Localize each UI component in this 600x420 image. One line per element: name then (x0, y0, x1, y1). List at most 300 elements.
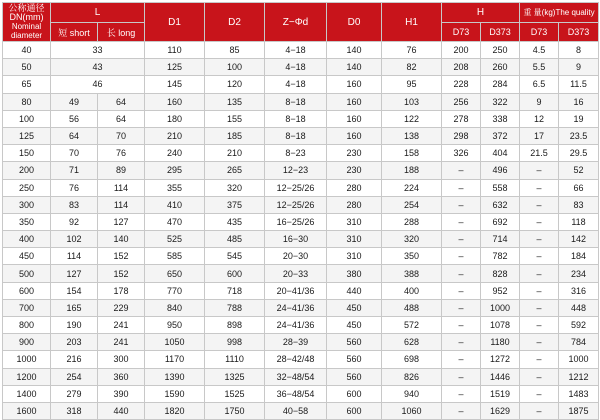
cell-D2: 155 (205, 110, 265, 127)
cell-Z: 32−48/54 (265, 368, 327, 385)
cell-D2: 120 (205, 76, 265, 93)
cell-D1: 840 (145, 299, 205, 316)
cell-D2: 375 (205, 196, 265, 213)
cell-D0: 450 (327, 299, 382, 316)
cell-W-D373: 83 (559, 196, 599, 213)
cell-L-short: 114 (51, 248, 98, 265)
cell-L-short: 76 (51, 179, 98, 196)
cell-L-short: 56 (51, 110, 98, 127)
cell-H1: 103 (382, 93, 442, 110)
cell-H-D73: – (442, 317, 481, 334)
cell-D0: 560 (327, 334, 382, 351)
cell-L-long: 64 (98, 93, 145, 110)
cell-L: 33 (51, 42, 145, 59)
cell-H-D373: 284 (481, 76, 520, 93)
cell-H-D73: – (442, 402, 481, 419)
cell-D2: 1325 (205, 368, 265, 385)
cell-H1: 122 (382, 110, 442, 127)
cell-Z: 12−25/26 (265, 196, 327, 213)
cell-W-D73: 17 (520, 127, 559, 144)
cell-Z: 4−18 (265, 59, 327, 76)
header-dn-zh: 公称通径 (8, 3, 45, 13)
table-row (3, 368, 599, 385)
cell-W-D373: 1483 (559, 385, 599, 402)
cell-Z: 20−30 (265, 248, 327, 265)
cell-L-short: 318 (51, 402, 98, 419)
cell-H-D373: 1446 (481, 368, 520, 385)
cell-D0: 280 (327, 196, 382, 213)
cell-L-long: 152 (98, 265, 145, 282)
cell-D2: 788 (205, 299, 265, 316)
cell-L-short: 279 (51, 385, 98, 402)
header-H-D373: D373 (481, 23, 520, 42)
cell-D0: 560 (327, 368, 382, 385)
cell-W-D373: 8 (559, 42, 599, 59)
cell-L-short: 70 (51, 145, 98, 162)
header-W-D373: D373 (559, 23, 599, 42)
cell-D2: 135 (205, 93, 265, 110)
cell-Z: 8−18 (265, 93, 327, 110)
cell-H-D373: 1000 (481, 299, 520, 316)
cell-Z: 28−42/48 (265, 351, 327, 368)
cell-dn: 350 (3, 213, 51, 230)
cell-H-D373: 322 (481, 93, 520, 110)
cell-D2: 1110 (205, 351, 265, 368)
cell-D2: 265 (205, 162, 265, 179)
cell-D0: 310 (327, 231, 382, 248)
cell-W-D73: – (520, 368, 559, 385)
cell-L-short: 102 (51, 231, 98, 248)
cell-D1: 145 (145, 76, 205, 93)
cell-L-long: 360 (98, 368, 145, 385)
cell-L-long: 241 (98, 334, 145, 351)
cell-H-D373: 1629 (481, 402, 520, 419)
cell-W-D73: – (520, 299, 559, 316)
cell-W-D73: – (520, 282, 559, 299)
cell-D0: 560 (327, 351, 382, 368)
cell-L-long: 70 (98, 127, 145, 144)
cell-H-D373: 952 (481, 282, 520, 299)
header-nominal-diameter (3, 3, 51, 42)
cell-D0: 450 (327, 317, 382, 334)
cell-H1: 95 (382, 76, 442, 93)
cell-H-D373: 828 (481, 265, 520, 282)
cell-D1: 240 (145, 145, 205, 162)
cell-W-D73: – (520, 196, 559, 213)
cell-H-D73: – (442, 196, 481, 213)
cell-H-D73: 278 (442, 110, 481, 127)
cell-H1: 628 (382, 334, 442, 351)
table-row (3, 248, 599, 265)
cell-H1: 158 (382, 145, 442, 162)
header-D0: D0 (327, 3, 382, 42)
cell-L-long: 127 (98, 213, 145, 230)
cell-H-D73: 326 (442, 145, 481, 162)
table-row (3, 231, 599, 248)
cell-D1: 950 (145, 317, 205, 334)
cell-H1: 76 (382, 42, 442, 59)
cell-H-D373: 782 (481, 248, 520, 265)
cell-L-long: 114 (98, 179, 145, 196)
cell-W-D73: – (520, 317, 559, 334)
cell-dn: 40 (3, 42, 51, 59)
cell-D0: 310 (327, 248, 382, 265)
cell-dn: 1000 (3, 351, 51, 368)
cell-dn: 700 (3, 299, 51, 316)
cell-L-short: 71 (51, 162, 98, 179)
table-row (3, 42, 599, 59)
cell-D1: 1590 (145, 385, 205, 402)
table-row (3, 145, 599, 162)
cell-D1: 585 (145, 248, 205, 265)
cell-D1: 650 (145, 265, 205, 282)
header-H: H (442, 3, 520, 23)
cell-H1: 400 (382, 282, 442, 299)
cell-D2: 998 (205, 334, 265, 351)
cell-H1: 82 (382, 59, 442, 76)
cell-Z: 12−25/26 (265, 179, 327, 196)
cell-D1: 1390 (145, 368, 205, 385)
cell-L-short: 49 (51, 93, 98, 110)
table-row (3, 93, 599, 110)
table-header (3, 3, 599, 42)
cell-D0: 160 (327, 110, 382, 127)
cell-H-D373: 1519 (481, 385, 520, 402)
cell-W-D373: 784 (559, 334, 599, 351)
cell-Z: 28−39 (265, 334, 327, 351)
cell-W-D73: 4.5 (520, 42, 559, 59)
cell-D2: 600 (205, 265, 265, 282)
cell-Z: 20−41/36 (265, 282, 327, 299)
cell-W-D73: – (520, 334, 559, 351)
cell-D1: 125 (145, 59, 205, 76)
cell-L-long: 140 (98, 231, 145, 248)
cell-D1: 160 (145, 93, 205, 110)
cell-dn: 600 (3, 282, 51, 299)
cell-W-D73: – (520, 385, 559, 402)
cell-dn: 80 (3, 93, 51, 110)
cell-L-short: 64 (51, 127, 98, 144)
cell-L: 46 (51, 76, 145, 93)
cell-W-D73: 5.5 (520, 59, 559, 76)
cell-D0: 140 (327, 42, 382, 59)
table-body (3, 42, 599, 420)
cell-dn: 500 (3, 265, 51, 282)
cell-W-D373: 9 (559, 59, 599, 76)
cell-H-D73: 208 (442, 59, 481, 76)
cell-W-D373: 184 (559, 248, 599, 265)
table-row (3, 179, 599, 196)
cell-dn: 125 (3, 127, 51, 144)
table-row (3, 282, 599, 299)
cell-W-D373: 1875 (559, 402, 599, 419)
cell-L-short: 254 (51, 368, 98, 385)
cell-W-D373: 592 (559, 317, 599, 334)
cell-dn: 1400 (3, 385, 51, 402)
cell-H-D73: – (442, 248, 481, 265)
cell-L-long: 300 (98, 351, 145, 368)
header-D2: D2 (205, 3, 265, 42)
cell-L-long: 229 (98, 299, 145, 316)
cell-H-D73: – (442, 282, 481, 299)
cell-D2: 85 (205, 42, 265, 59)
header-dn-en1: Nominal (11, 22, 42, 31)
table-row (3, 351, 599, 368)
cell-L-long: 241 (98, 317, 145, 334)
cell-H-D373: 692 (481, 213, 520, 230)
cell-L-long: 114 (98, 196, 145, 213)
table-row (3, 196, 599, 213)
cell-D1: 1820 (145, 402, 205, 419)
cell-H1: 288 (382, 213, 442, 230)
cell-Z: 24−41/36 (265, 317, 327, 334)
cell-D2: 320 (205, 179, 265, 196)
cell-dn: 100 (3, 110, 51, 127)
cell-D1: 110 (145, 42, 205, 59)
cell-H1: 320 (382, 231, 442, 248)
cell-D2: 185 (205, 127, 265, 144)
cell-D1: 355 (145, 179, 205, 196)
cell-D1: 410 (145, 196, 205, 213)
cell-H1: 188 (382, 162, 442, 179)
header-W-D73: D73 (520, 23, 559, 42)
cell-D2: 485 (205, 231, 265, 248)
cell-W-D373: 52 (559, 162, 599, 179)
header-dn-en2: diameter (10, 31, 43, 40)
cell-dn: 200 (3, 162, 51, 179)
cell-H-D373: 558 (481, 179, 520, 196)
table-row (3, 402, 599, 419)
cell-H-D373: 338 (481, 110, 520, 127)
cell-W-D73: 21.5 (520, 145, 559, 162)
cell-H-D373: 372 (481, 127, 520, 144)
cell-D2: 1525 (205, 385, 265, 402)
cell-W-D73: – (520, 402, 559, 419)
cell-dn: 400 (3, 231, 51, 248)
cell-L-short: 165 (51, 299, 98, 316)
cell-D2: 210 (205, 145, 265, 162)
spec-table (2, 2, 599, 420)
cell-L-long: 390 (98, 385, 145, 402)
cell-L-long: 89 (98, 162, 145, 179)
cell-L-short: 216 (51, 351, 98, 368)
cell-H1: 940 (382, 385, 442, 402)
cell-D1: 1170 (145, 351, 205, 368)
cell-H1: 488 (382, 299, 442, 316)
cell-L: 43 (51, 59, 145, 76)
cell-D0: 600 (327, 385, 382, 402)
cell-W-D373: 19 (559, 110, 599, 127)
table-row (3, 59, 599, 76)
header-L-short: 短 short (51, 23, 98, 42)
cell-dn: 1600 (3, 402, 51, 419)
cell-H-D73: – (442, 299, 481, 316)
cell-H-D73: – (442, 265, 481, 282)
cell-H-D373: 632 (481, 196, 520, 213)
cell-W-D73: – (520, 179, 559, 196)
cell-L-short: 203 (51, 334, 98, 351)
cell-Z: 36−48/54 (265, 385, 327, 402)
cell-D0: 140 (327, 59, 382, 76)
cell-W-D73: 6.5 (520, 76, 559, 93)
cell-Z: 20−33 (265, 265, 327, 282)
cell-D2: 545 (205, 248, 265, 265)
cell-D1: 1050 (145, 334, 205, 351)
cell-W-D373: 66 (559, 179, 599, 196)
cell-D1: 180 (145, 110, 205, 127)
cell-H-D73: 256 (442, 93, 481, 110)
cell-Z: 24−41/36 (265, 299, 327, 316)
header-Z: Z−Φd (265, 3, 327, 42)
cell-W-D373: 29.5 (559, 145, 599, 162)
cell-H-D373: 260 (481, 59, 520, 76)
cell-W-D373: 234 (559, 265, 599, 282)
cell-H-D373: 1078 (481, 317, 520, 334)
cell-W-D373: 11.5 (559, 76, 599, 93)
cell-W-D373: 118 (559, 213, 599, 230)
cell-W-D373: 142 (559, 231, 599, 248)
table-row (3, 334, 599, 351)
cell-H1: 254 (382, 196, 442, 213)
cell-dn: 1200 (3, 368, 51, 385)
cell-D1: 525 (145, 231, 205, 248)
cell-L-long: 178 (98, 282, 145, 299)
cell-dn: 300 (3, 196, 51, 213)
cell-Z: 8−23 (265, 145, 327, 162)
cell-D2: 1750 (205, 402, 265, 419)
cell-H-D73: 298 (442, 127, 481, 144)
cell-H1: 224 (382, 179, 442, 196)
cell-H-D373: 1272 (481, 351, 520, 368)
cell-H-D73: 228 (442, 76, 481, 93)
cell-D1: 770 (145, 282, 205, 299)
cell-D0: 230 (327, 162, 382, 179)
cell-H-D73: – (442, 385, 481, 402)
cell-H1: 572 (382, 317, 442, 334)
cell-L-long: 152 (98, 248, 145, 265)
cell-W-D373: 448 (559, 299, 599, 316)
cell-H-D73: 200 (442, 42, 481, 59)
cell-D2: 898 (205, 317, 265, 334)
cell-Z: 40−58 (265, 402, 327, 419)
cell-W-D73: – (520, 248, 559, 265)
cell-W-D73: 9 (520, 93, 559, 110)
cell-L-long: 64 (98, 110, 145, 127)
cell-D0: 160 (327, 76, 382, 93)
cell-Z: 4−18 (265, 42, 327, 59)
cell-Z: 4−18 (265, 76, 327, 93)
cell-Z: 16−30 (265, 231, 327, 248)
cell-H-D73: – (442, 179, 481, 196)
cell-H1: 698 (382, 351, 442, 368)
cell-H-D373: 250 (481, 42, 520, 59)
cell-H-D73: – (442, 351, 481, 368)
cell-W-D373: 1000 (559, 351, 599, 368)
cell-dn: 150 (3, 145, 51, 162)
table-row (3, 76, 599, 93)
cell-W-D73: 12 (520, 110, 559, 127)
cell-Z: 8−18 (265, 110, 327, 127)
cell-W-D373: 1212 (559, 368, 599, 385)
cell-dn: 50 (3, 59, 51, 76)
cell-H1: 1060 (382, 402, 442, 419)
cell-H-D373: 1180 (481, 334, 520, 351)
table-row (3, 265, 599, 282)
cell-H1: 826 (382, 368, 442, 385)
cell-H-D373: 404 (481, 145, 520, 162)
cell-L-short: 127 (51, 265, 98, 282)
cell-H-D73: – (442, 231, 481, 248)
header-D1: D1 (145, 3, 205, 42)
cell-Z: 8−18 (265, 127, 327, 144)
cell-D0: 380 (327, 265, 382, 282)
cell-W-D373: 23.5 (559, 127, 599, 144)
cell-H1: 350 (382, 248, 442, 265)
cell-H-D373: 714 (481, 231, 520, 248)
cell-H-D373: 496 (481, 162, 520, 179)
cell-Z: 12−23 (265, 162, 327, 179)
cell-D0: 600 (327, 402, 382, 419)
cell-D1: 470 (145, 213, 205, 230)
cell-D0: 440 (327, 282, 382, 299)
cell-D1: 210 (145, 127, 205, 144)
cell-L-short: 154 (51, 282, 98, 299)
cell-L-long: 76 (98, 145, 145, 162)
cell-D0: 310 (327, 213, 382, 230)
cell-H-D73: – (442, 162, 481, 179)
cell-W-D373: 16 (559, 93, 599, 110)
cell-dn: 900 (3, 334, 51, 351)
cell-H-D73: – (442, 213, 481, 230)
header-H-D73: D73 (442, 23, 481, 42)
header-L: L (51, 3, 145, 23)
cell-W-D73: – (520, 351, 559, 368)
cell-L-short: 83 (51, 196, 98, 213)
cell-H1: 138 (382, 127, 442, 144)
header-L-long: 长 long (98, 23, 145, 42)
table-row (3, 162, 599, 179)
cell-L-long: 440 (98, 402, 145, 419)
cell-dn: 450 (3, 248, 51, 265)
cell-dn: 250 (3, 179, 51, 196)
cell-H-D73: – (442, 334, 481, 351)
cell-W-D373: 316 (559, 282, 599, 299)
cell-D1: 295 (145, 162, 205, 179)
cell-W-D73: – (520, 213, 559, 230)
cell-dn: 800 (3, 317, 51, 334)
table-row (3, 317, 599, 334)
cell-D2: 718 (205, 282, 265, 299)
cell-Z: 16−25/26 (265, 213, 327, 230)
cell-H-D73: – (442, 368, 481, 385)
cell-D0: 160 (327, 93, 382, 110)
cell-D0: 230 (327, 145, 382, 162)
cell-D2: 100 (205, 59, 265, 76)
cell-D0: 160 (327, 127, 382, 144)
cell-W-D73: – (520, 265, 559, 282)
cell-dn: 65 (3, 76, 51, 93)
table-row (3, 213, 599, 230)
cell-L-short: 92 (51, 213, 98, 230)
cell-W-D73: – (520, 162, 559, 179)
table-row (3, 127, 599, 144)
cell-D0: 280 (327, 179, 382, 196)
header-dn-code: DN(mm) (9, 12, 44, 22)
header-weight: 重 量(kg)The quality (520, 3, 599, 23)
table-row (3, 110, 599, 127)
header-H1: H1 (382, 3, 442, 42)
cell-L-short: 190 (51, 317, 98, 334)
